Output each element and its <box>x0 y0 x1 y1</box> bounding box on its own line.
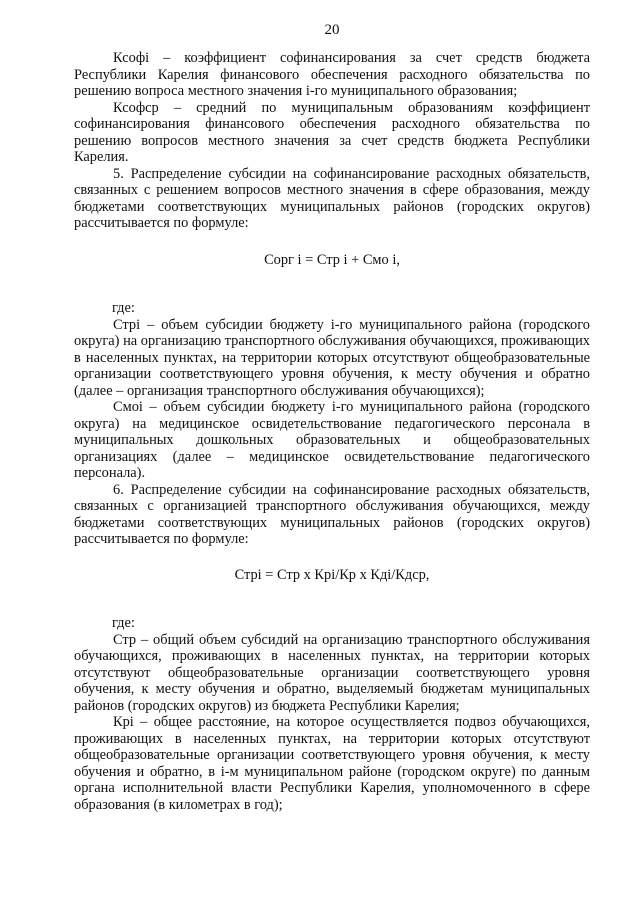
page-number: 20 <box>324 22 340 38</box>
paragraph-clause-6: 6. Распределение субсидии на софинансирование расходных обязательств, связанных с организацией транспортного обслуживания обучающихся, между бюджетами соответствующих муниципальных районов (городских округов) рассчитывается по формуле: <box>74 481 590 547</box>
where-label-1: где: <box>112 300 135 316</box>
paragraph-ksof-i: Ксофi – коэффициент софинансирования за счет средств бюджета Республики Карелия финансового обеспечения расходного обязательства по решению вопроса местного значения i-го муниципального образования; <box>74 50 590 99</box>
paragraph-clause-5: 5. Распределение субсидии на софинансирование расходных обязательств, связанных с решением вопросов местного значения в сфере образования, между бюджетами соответствующих муниципальных районов (городских округов) рассчитывается по формуле: <box>74 165 590 231</box>
formula-str: Стрi = Стр х Крi/Кр х Кдi/Кдср, <box>234 566 430 583</box>
paragraph-kr-i: Крi – общее расстояние, на которое осуществляется подвоз обучающихся, проживающих в населенных пунктах, на территории которых отсутствуют общеобразовательные организации соответствующего уровня обучения, к месту обучения и обратно, в i-м муниципальном районе (городском округе) по данным органа исполнительной власти Республики Карелия, уполномоченного в сфере образования (в километрах в год); <box>74 714 590 813</box>
paragraph-str-total: Стр – общий объем субсидий на организацию транспортного обслуживания обучающихся, проживающих в населенных пунктах, на территории которых отсутствуют общеобразовательные организации соответствующего уровня обучения, к месту обучения и обратно, выделяемый бюджетам муниципальных районов (городских округов) из бюджета Республики Карелия; <box>74 631 590 714</box>
paragraph-smo-i: Смоi – объем субсидии бюджету i-го муниципального района (городского округа) на медицинское освидетельствование педагогического персонала в муниципальных дошкольных образовательных и общеобразовательных организациях (далее – медицинское освидетельствование педагогического персонала). <box>74 399 590 481</box>
formula-sorg: Сорг i = Стр i + Смо i, <box>264 251 400 268</box>
where-label-2: где: <box>112 615 135 631</box>
paragraph-ksof-sr: Ксофср – средний по муниципальным образованиям коэффициент софинансирования финансового обеспечения расходного обязательства по решению вопросов местного значения за счет средств бюджета Республики Карелия. <box>74 99 590 165</box>
paragraph-str-i: Стрi – объем субсидии бюджету i-го муниципального района (городского округа) на организацию транспортного обслуживания обучающихся, проживающих в населенных пунктах, на территории которых отсутствуют общеобразовательные организации соответствующего уровня обучения, к месту обучения и обратно (далее – организация транспортного обслуживания обучающихся); <box>74 316 590 399</box>
